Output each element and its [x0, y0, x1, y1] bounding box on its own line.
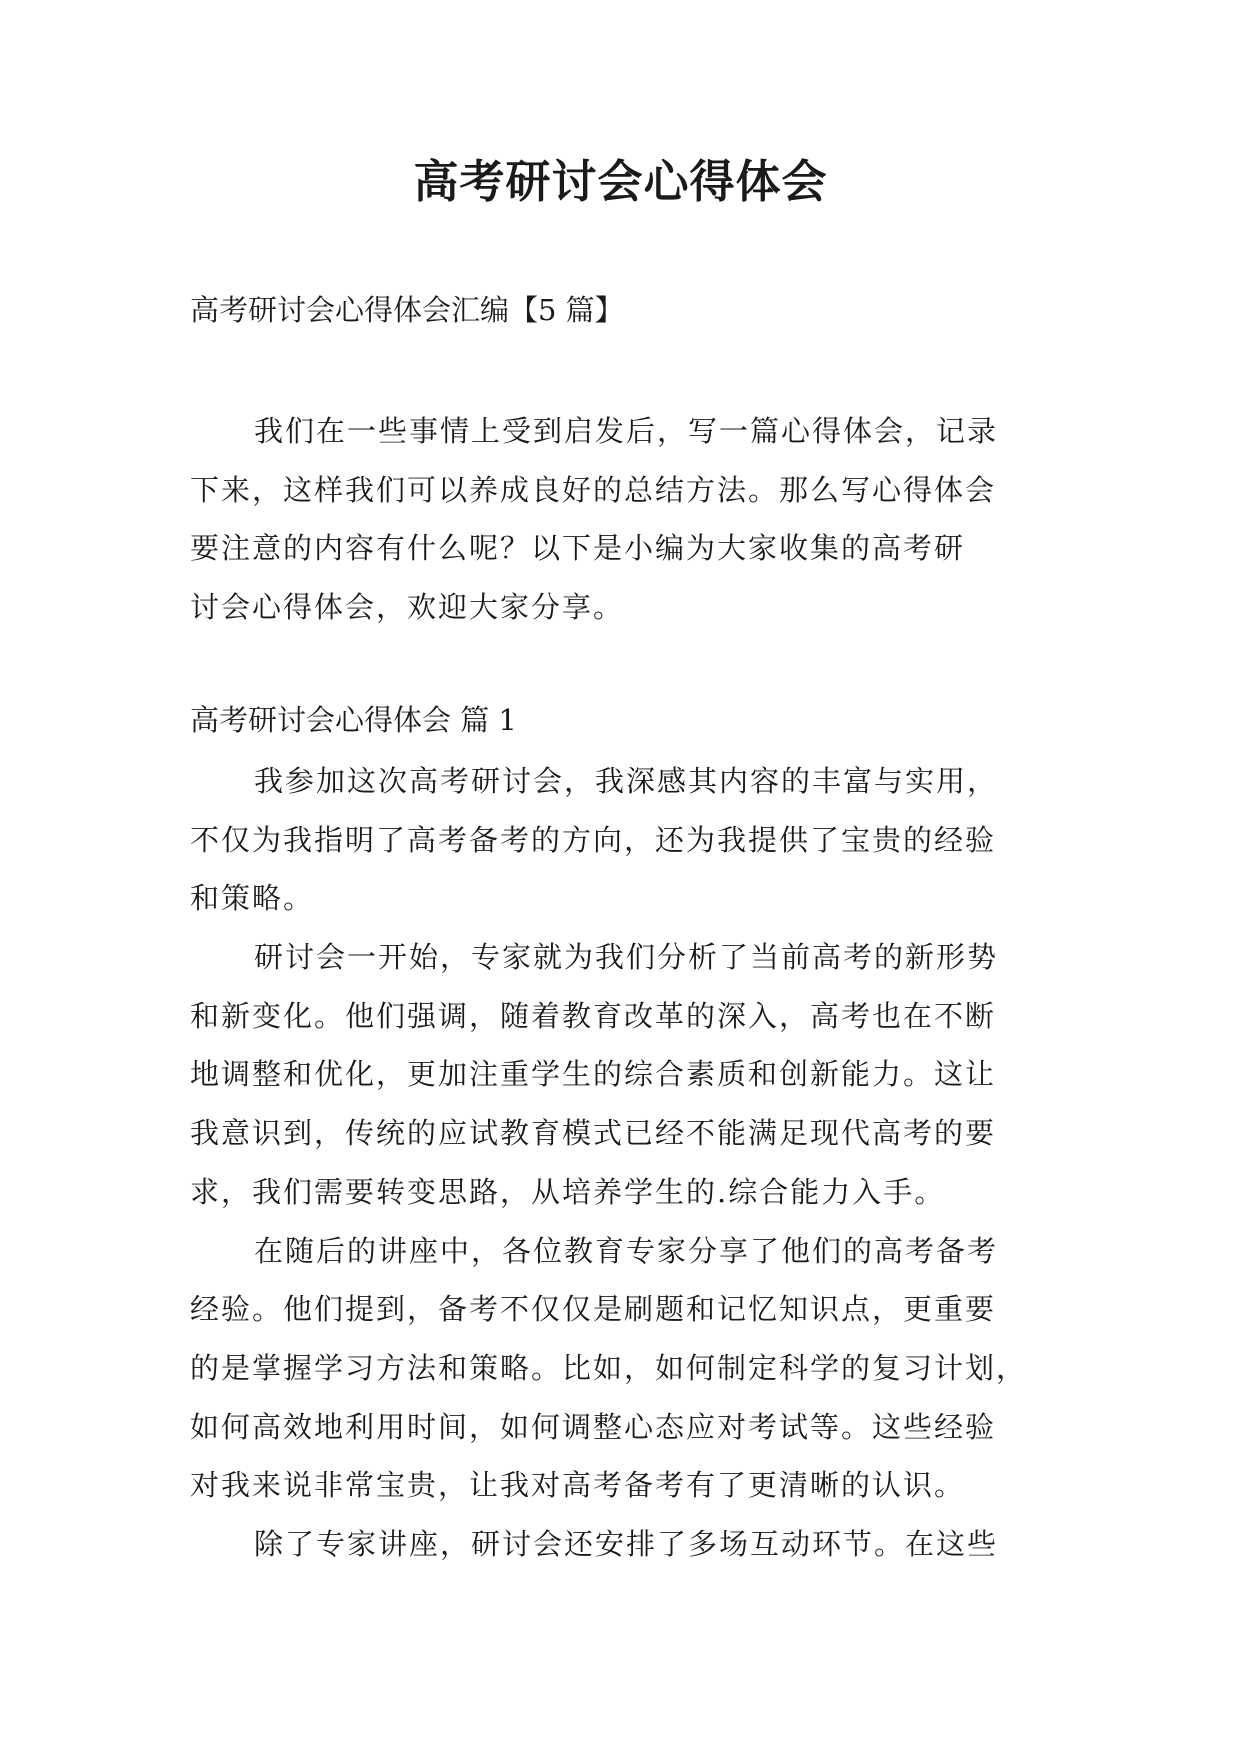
paragraph-line: 如何高效地利用时间，如何调整心态应对考试等。这些经验 — [190, 1409, 997, 1444]
intro-line: 讨会心得体会，欢迎大家分享。 — [190, 590, 625, 625]
paragraph-line: 对我来说非常宝贵，让我对高考备考有了更清晰的认识。 — [190, 1468, 966, 1503]
paragraph-line: 经验。他们提到，备考不仅仅是刷题和记忆知识点，更重要 — [190, 1292, 997, 1327]
paragraph-line: 除了专家讲座，研讨会还安排了多场互动环节。在这些 — [254, 1526, 999, 1561]
intro-line: 我们在一些事情上受到启发后，写一篇心得体会，记录 — [254, 414, 999, 448]
intro-paragraph — [190, 402, 1070, 637]
body-paragraph — [190, 1515, 1070, 1574]
paragraph-line: 和策略。 — [190, 881, 315, 916]
paragraph-line: 我参加这次高考研讨会，我深感其内容的丰富与实用， — [254, 764, 999, 798]
paragraph-line: 地调整和优化，更加注重学生的综合素质和创新能力。这让 — [190, 1057, 997, 1092]
paragraph-line: 和新变化。他们强调，随着教育改革的深入，高考也在不断 — [190, 998, 997, 1033]
page-title: 高考研讨会心得体会 — [413, 155, 828, 208]
paragraph-line: 我意识到，传统的应试教育模式已经不能满足现代高考的要 — [190, 1116, 997, 1151]
paragraph-line: 求，我们需要转变思路，从培养学生的.综合能力入手。 — [190, 1174, 946, 1209]
document-subtitle: 高考研讨会心得体会汇编【5 篇】 — [190, 293, 624, 327]
article-body — [190, 752, 1070, 1574]
body-paragraph — [190, 1222, 1070, 1515]
paragraph-line: 在随后的讲座中，各位教育专家分享了他们的高考备考 — [254, 1233, 999, 1268]
paragraph-line: 的是掌握学习方法和策略。比如，如何制定科学的复习计划， — [190, 1350, 1028, 1385]
body-paragraph — [190, 752, 1070, 928]
intro-line: 下来，这样我们可以养成良好的总结方法。那么写心得体会 — [190, 472, 997, 507]
paragraph-line: 不仅为我指明了高考备考的方向，还为我提供了宝贵的经验 — [190, 822, 997, 857]
paragraph-line: 研讨会一开始，专家就为我们分析了当前高考的新形势 — [254, 940, 999, 975]
section-heading: 高考研讨会心得体会 篇 1 — [190, 703, 517, 737]
body-paragraph — [190, 928, 1070, 1221]
intro-line: 要注意的内容有什么呢？以下是小编为大家收集的高考研 — [190, 531, 966, 566]
